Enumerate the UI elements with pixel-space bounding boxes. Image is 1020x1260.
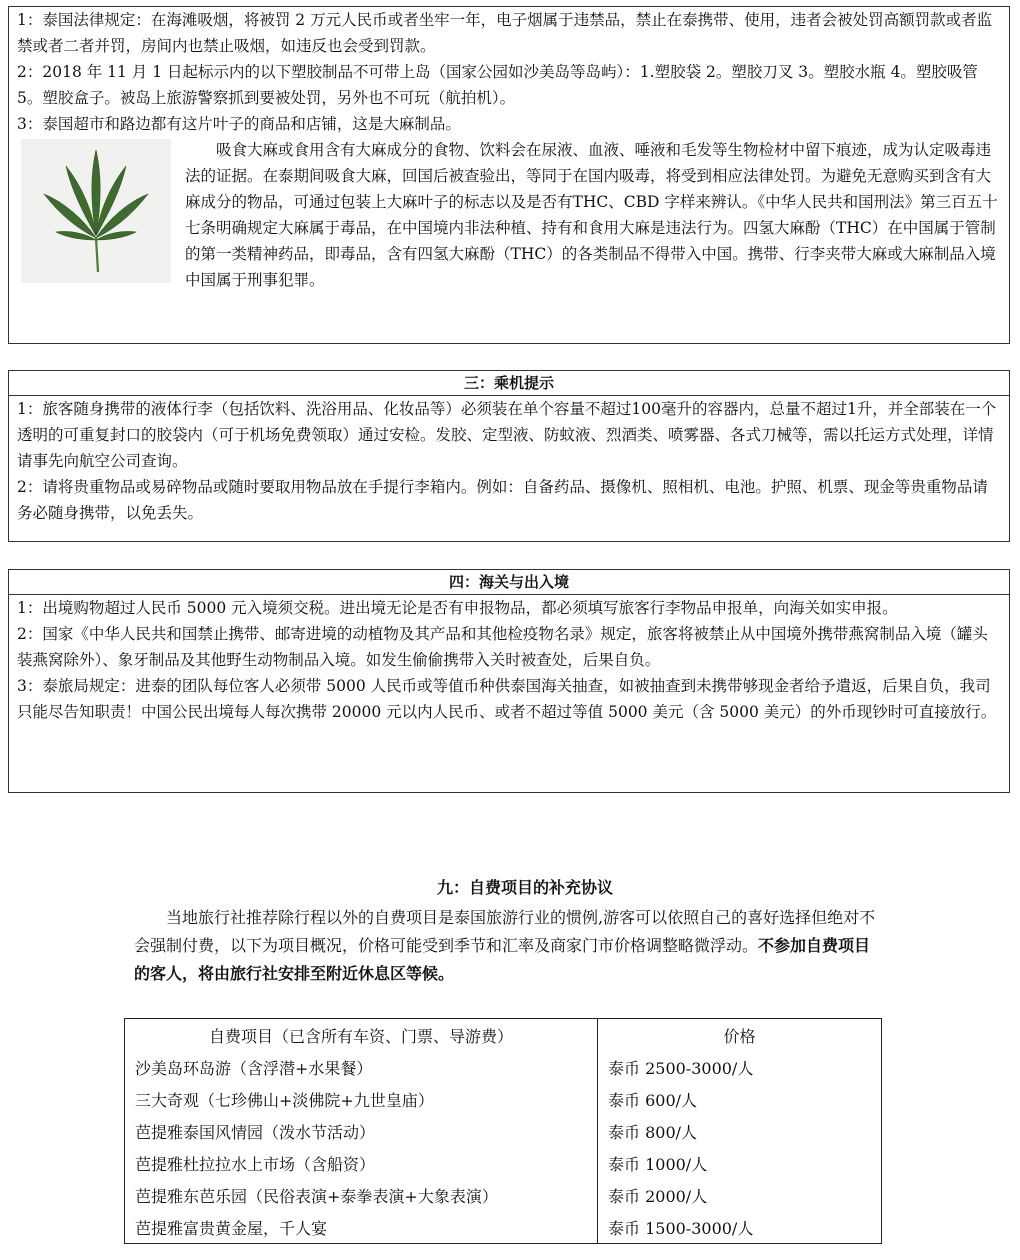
table-row bbox=[125, 1083, 882, 1115]
boarding-paragraph: 2：请将贵重物品或易碎物品或随时要取用物品放在手提行李箱内。例如：自备药品、摄像机、照相机、电池。护照、机票、现金等贵重物品请务必随身携带，以免丢失。 bbox=[17, 478, 988, 522]
table-row bbox=[125, 1115, 882, 1147]
supplement-intro-text: 当地旅行社推荐除行程以外的自费项目是泰国旅游行业的惯例,游客可以依照自己的喜好选择但绝对不会强制付费，以下为项目概况，价格可能受到季节和汇率及商家门市价格调整略微浮动。 bbox=[134, 908, 876, 955]
tour-name: 三大奇观（七珍佛山+淡佛院+九世皇庙） bbox=[125, 1083, 598, 1115]
tour-price: 泰币 600/人 bbox=[598, 1083, 882, 1115]
section-title: 四：海关与出入境 bbox=[9, 570, 1009, 595]
customs-paragraph: 2：国家《中华人民共和国禁止携带、邮寄进境的动植物及其产品和其他检疫物名录》规定，旅客将被禁止从中国境外携带燕窝制品入境（罐头装燕窝除外）、象牙制品及其他野生动物制品入境。如发生偷偷携带入关时被查处，后果自负。 bbox=[17, 625, 988, 669]
tour-name: 芭提雅东芭乐园（民俗表演+泰拳表演+大象表演） bbox=[125, 1179, 598, 1211]
optional-tours-table bbox=[124, 1018, 882, 1244]
tour-price: 泰币 800/人 bbox=[598, 1115, 882, 1147]
rules-section bbox=[8, 6, 1010, 344]
cannabis-leaf-image bbox=[21, 139, 171, 283]
tour-name: 沙美岛环岛游（含浮潜+水果餐） bbox=[125, 1051, 598, 1083]
boarding-section bbox=[8, 370, 1010, 542]
tour-price: 泰币 2500-3000/人 bbox=[598, 1051, 882, 1083]
supplement-intro bbox=[134, 904, 882, 988]
tour-name: 芭提雅杜拉拉水上市场（含船资） bbox=[125, 1147, 598, 1179]
tour-name: 芭提雅泰国风情园（泼水节活动） bbox=[125, 1115, 598, 1147]
tour-price: 泰币 1000/人 bbox=[598, 1147, 882, 1179]
supplement-intro-bold: 不参加自费项目的客人，将由旅行社安排至附近休息区等候。 bbox=[134, 936, 871, 983]
supplement-title: 九：自费项目的补充协议 bbox=[436, 878, 613, 897]
table-header-row bbox=[125, 1019, 882, 1052]
header-item: 自费项目（已含所有车资、门票、导游费） bbox=[125, 1019, 598, 1052]
customs-paragraph: 3：泰旅局规定：进泰的团队每位客人必须带 5000 人民币或等值币种供泰国海关抽查，如被抽查到未携带够现金者给予遣返，后果自负，我司只能尽告知职责！中国公民出境每人每次携带 20000 元以内人民币、或者不超过等值 5000 美元（含 5000 美元）的外币现钞时可直接放行。 bbox=[17, 677, 997, 721]
table-row bbox=[125, 1179, 882, 1211]
boarding-paragraph: 1：旅客随身携带的液体行李（包括饮料、洗浴用品、化妆品等）必须装在单个容量不超过100毫升的容器内，总量不超过1升，并全部装在一个透明的可重复封口的胶袋内（可于机场免费领取）通过安检。发胶、定型液、防蚊液、烈酒类、喷雾器、各式刀械等，需以托运方式处理，详情请事先向航空公司查询。 bbox=[17, 400, 997, 470]
table-row bbox=[125, 1051, 882, 1083]
supplement-section bbox=[0, 876, 1020, 983]
header-price: 价格 bbox=[598, 1019, 882, 1052]
section-title: 三：乘机提示 bbox=[9, 371, 1009, 396]
tour-price: 泰币 1500-3000/人 bbox=[598, 1211, 882, 1244]
table-row bbox=[125, 1211, 882, 1244]
cannabis-leaf-icon bbox=[36, 146, 156, 276]
rule-paragraph: 3：泰国超市和路边都有这片叶子的商品和店铺，这是大麻制品。 bbox=[17, 115, 461, 133]
cannabis-paragraph: 吸食大麻或食用含有大麻成分的食物、饮料会在尿液、血液、唾液和毛发等生物检材中留下痕迹，成为认定吸毒违法的证据。在泰期间吸食大麻，回国后被查验出，等同于在国内吸毒，将受到相应法律处罚。为避免无意购买到含有大麻成分的物品，可通过包装上大麻叶子的标志以及是否有THC、CBD 字样来辨认。《中华人民共和国刑法》第三百五十七条明确规定大麻属于毒品，在中国境内非法种植、持有和食用大麻是违法行为。四氢大麻酚（THC）在中国属于管制的第一类精神药品，即毒品，含有四氢大麻酚（THC）的各类制品不得带入中国。携带、行李夹带大麻或大麻制品入境中国属于刑事犯罪。 bbox=[185, 141, 998, 289]
customs-section bbox=[8, 569, 1010, 793]
tour-name: 芭提雅富贵黄金屋，千人宴 bbox=[125, 1211, 598, 1244]
rule-paragraph: 2：2018 年 11 月 1 日起标示内的以下塑胶制品不可带上岛（国家公园如沙美岛等岛屿）：1.塑胶袋 2。塑胶刀叉 3。塑胶水瓶 4。塑胶吸管 5。塑胶盒子。被岛上旅游警察抓到要被处罚，另外也不可玩（航拍机）。 bbox=[17, 63, 978, 107]
cannabis-block bbox=[9, 137, 1009, 293]
rule-paragraph: 1：泰国法律规定：在海滩吸烟，将被罚 2 万元人民币或者坐牢一年，电子烟属于违禁品，禁止在泰携带、使用，违者会被处罚高额罚款或者监禁或者二者并罚，房间内也禁止吸烟，如违反也会受到罚款。 bbox=[17, 11, 993, 55]
customs-paragraph: 1：出境购物超过人民币 5000 元入境须交税。进出境无论是否有申报物品，都必须填写旅客行李物品申报单，向海关如实申报。 bbox=[17, 599, 898, 617]
table-row bbox=[125, 1147, 882, 1179]
tour-price: 泰币 2000/人 bbox=[598, 1179, 882, 1211]
